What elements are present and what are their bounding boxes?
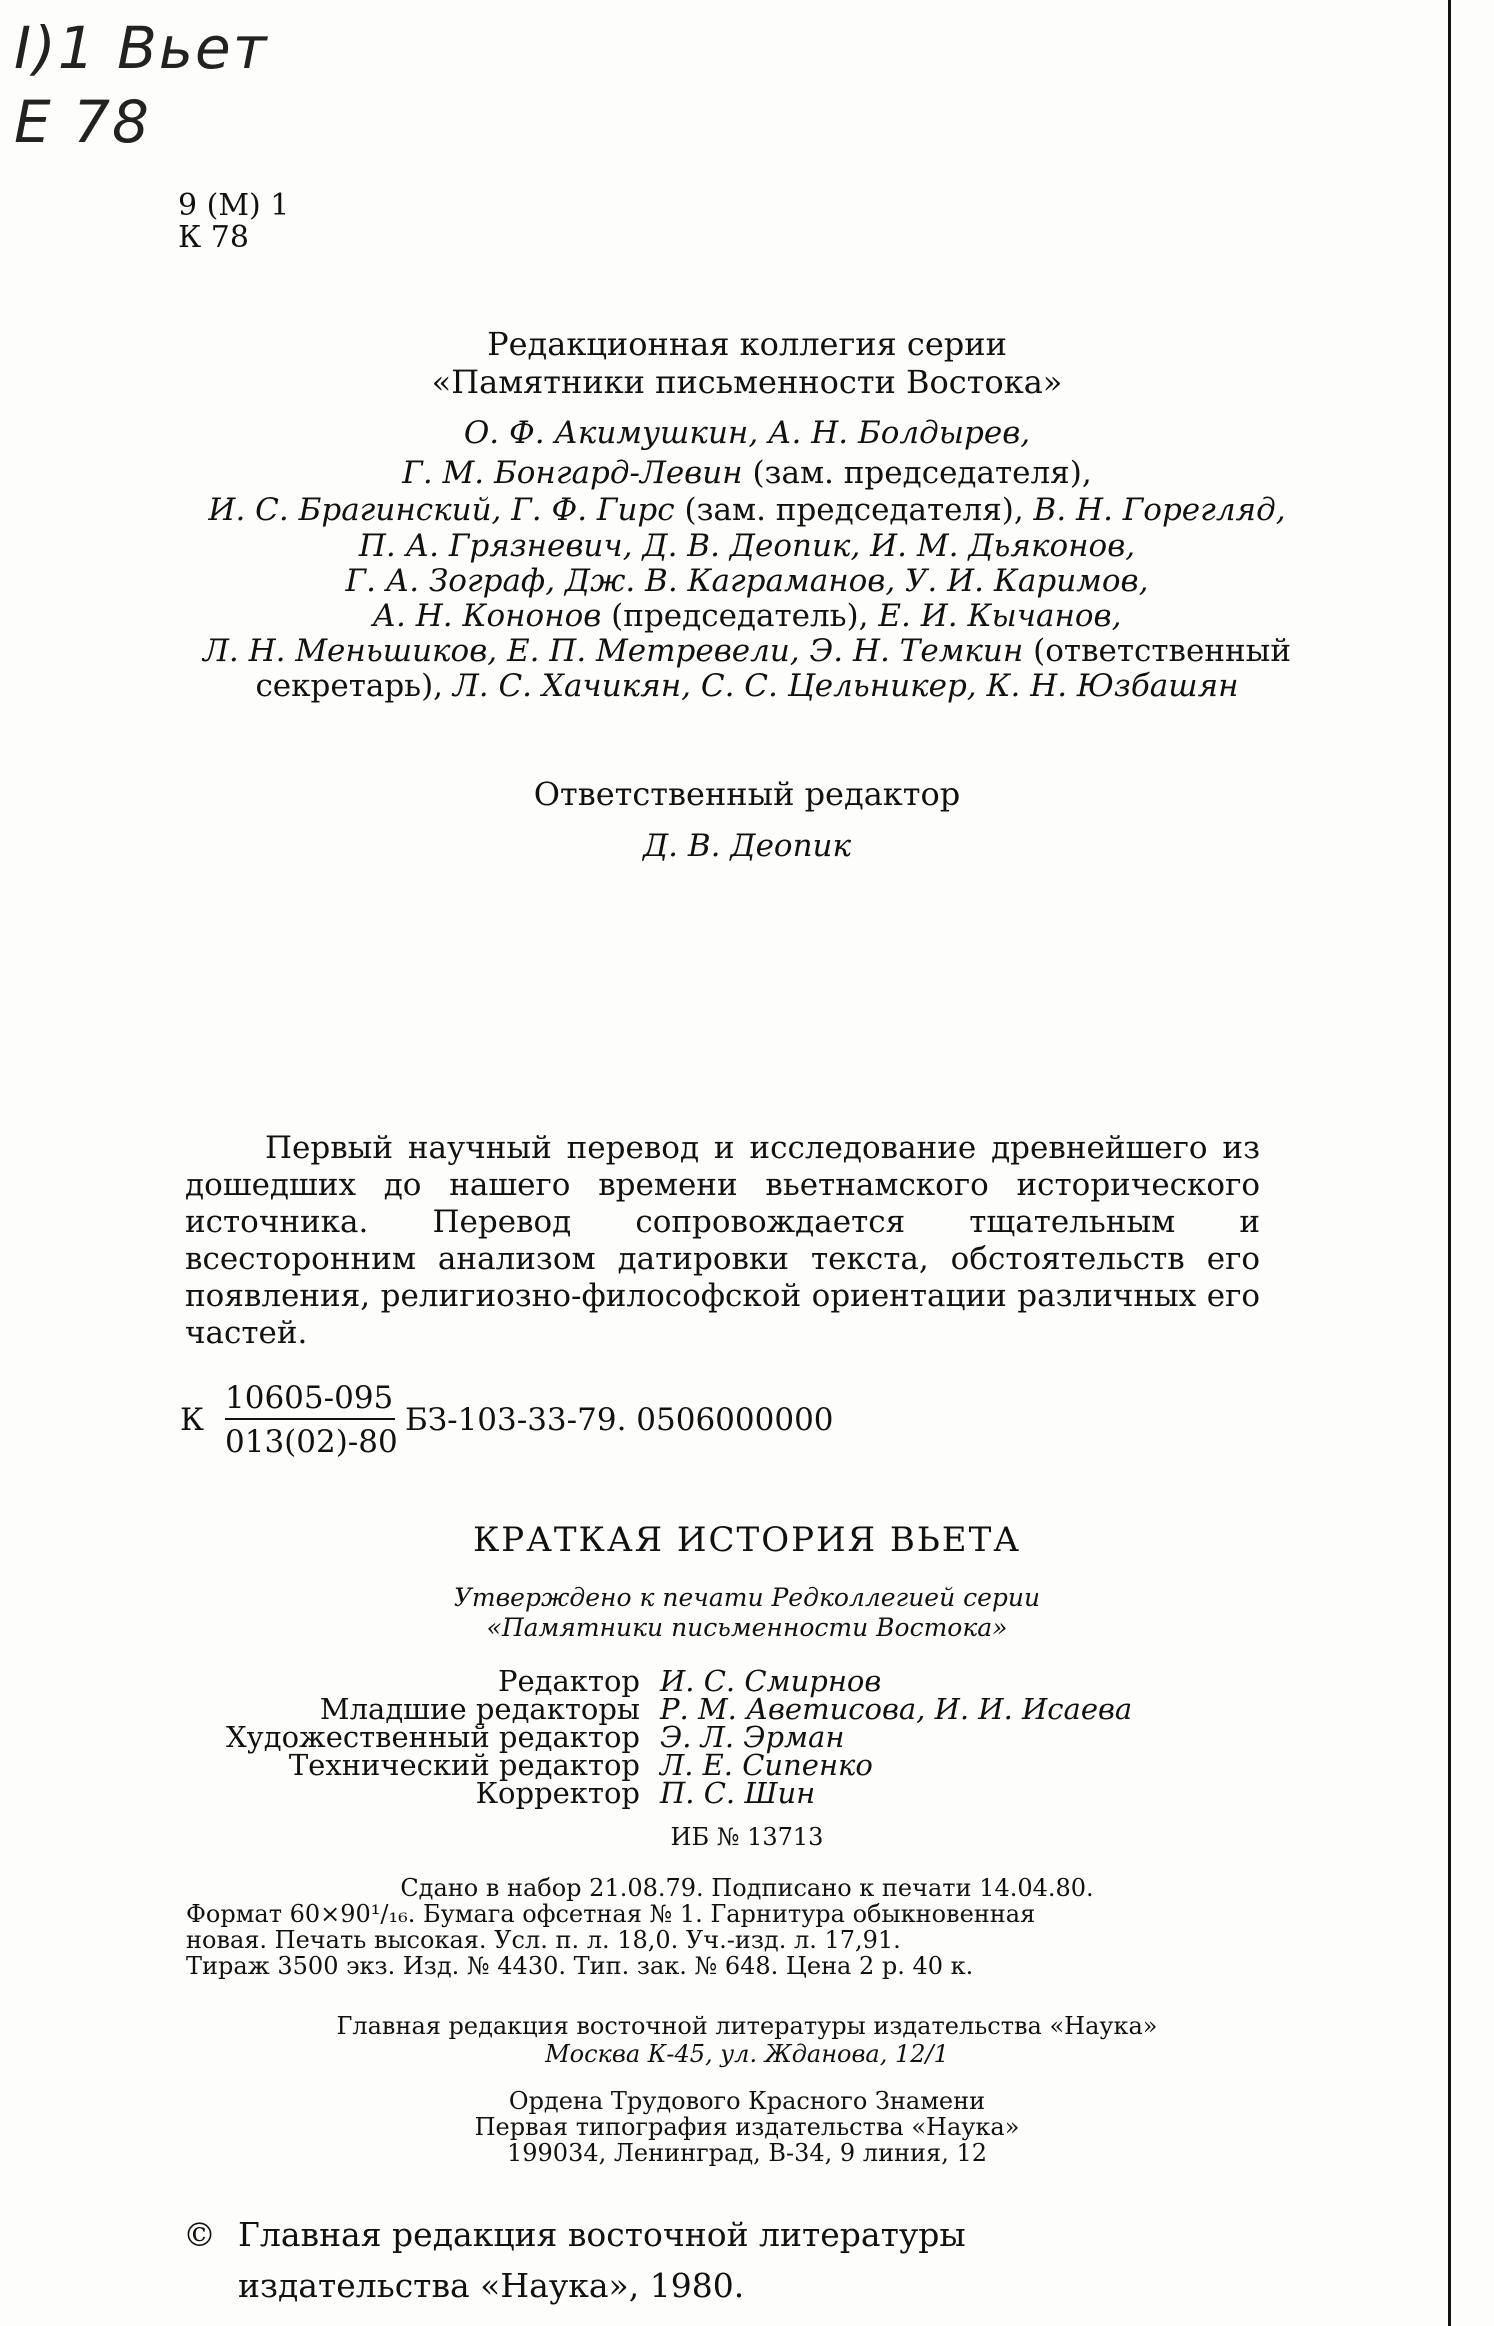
board-title: Редакционная коллегия серии: [487, 325, 1007, 363]
handwritten-call-number: I)1 Вьет: [14, 14, 269, 82]
publisher-address: Москва К-45, ул. Жданова, 12/1: [545, 2040, 949, 2068]
responsible-editor-label: Ответственный редактор: [533, 775, 961, 813]
annotation-text: Первый научный перевод и исследование древнейшего из дошедших до нашего времени вьетнамского исторического источника. Перевод сопровождается тщательным и всесторонним анализом датировки текста, обстоятельств его появления, религиозно-философской ориентации различных его частей.: [185, 1130, 1260, 1351]
handwritten-code: Е 78: [14, 88, 151, 156]
copyright-line-1: Главная редакция восточной литературы: [238, 2215, 966, 2254]
responsible-editor-name: Д. В. Деопик: [642, 828, 852, 864]
classification-code: 9 (М) 1 К 78: [178, 188, 290, 255]
publisher-name: Главная редакция восточной литературы издательства «Наука»: [336, 2012, 1158, 2040]
series-name: «Памятники письменности Востока»: [431, 363, 1063, 401]
book-title: КРАТКАЯ ИСТОРИЯ ВЬЕТА: [472, 1520, 1022, 1560]
fraction-bar: [225, 1418, 395, 1420]
printer-address: 199034, Ленинград, В-34, 9 линия, 12: [507, 2139, 987, 2167]
printer-line-1: Ордена Трудового Красного Знамени: [508, 2087, 986, 2115]
page-border-line: [1448, 0, 1451, 2326]
printer-line-2: Первая типография издательства «Наука»: [474, 2113, 1020, 2141]
book-imprint-page: I)1 Вьет Е 78 9 (М) 1 К 78 Редакционная коллегия серии «Памятники письменности Востока» О. Ф. Акимушкин, А. Н. Болдырев, Г. М. Бонгард-Левин (зам. председателя), И. С. Брагинский, Г. Ф. Гирс (зам. председателя), В. Н. Горегляд, П. А. Грязневич, Д. В. Деопик, И. М. Дьяконов, Г. А. Зограф, Дж. В. Каграманов, У. И. Каримов, А. Н. Кононов (председатель), Е. И. Кычанов, Л. Н. Меньшиков, Е. П. Метревели, Э. Н. Темкин (ответственный секретарь), Л. С. Хачикян, С. С. Цельникер, К. Н. Юзбашян Ответственный редактор Д. В. Деопик Первый научный перевод и исследование древнейшего из дошедших до нашего времени вьетнамского исторического источника. Перевод сопровождается тщательным и всесторонним анализом датировки текста, обстоятельств его появления, религиозно-философской ориентации различных его частей. К 10605-095 013(02)-80 БЗ-103-33-79. 0506000000 КРАТКАЯ ИСТОРИЯ ВЬЕТА Утверждено к печати Редколлегией серии «Памятники письменности Востока» Редактор И. С. Смирнов Младшие редакторы Р. М. Аветисова, И. И. Исаева Художественный редактор Э. Л. Эрман Технический редактор Л. Е. Сипенко Корректор П. С. Шин ИБ № 13713 Сдано в набор 21.08.79. Подписано к печати 14.04.80. Формат 60×90¹/₁₆. Бумага офсетная № 1. Гарнитура обыкновенная новая. Печать высокая. Усл. п. л. 18,0. Уч.-изд. л. 17,91. Тираж 3500 экз. Изд. № 4430. Тип. зак. № 648. Цена 2 р. 40 к. Главная редакция восточной литературы издательства «Наука» Москва К-45, ул. Жданова, 12/1 Ордена Трудового Красного Знамени Первая типография издательства «Наука» 199034, Ленинград, В-34, 9 линия, 12 © Главная редакция восточной литературы издательства «Наука», 1980.: [0, 0, 1494, 2326]
copyright-line-2: издательства «Наука», 1980.: [238, 2266, 745, 2305]
copyright-symbol: ©: [183, 2215, 216, 2254]
approval-line-1: Утверждено к печати Редколлегией серии: [453, 1583, 1041, 1612]
approval-line-2: «Памятники письменности Востока»: [486, 1613, 1008, 1642]
ib-number: ИБ № 13713: [670, 1823, 824, 1851]
print-data: Сдано в набор 21.08.79. Подписано к печати 14.04.80. Формат 60×90¹/₁₆. Бумага офсетная № 1. Гарнитура обыкновенная новая. Печать высокая. Усл. п. л. 18,0. Уч.-изд. л. 17,91. Тираж 3500 экз. Изд. № 4430. Тип. зак. № 648. Цена 2 р. 40 к.: [186, 1874, 1094, 1980]
